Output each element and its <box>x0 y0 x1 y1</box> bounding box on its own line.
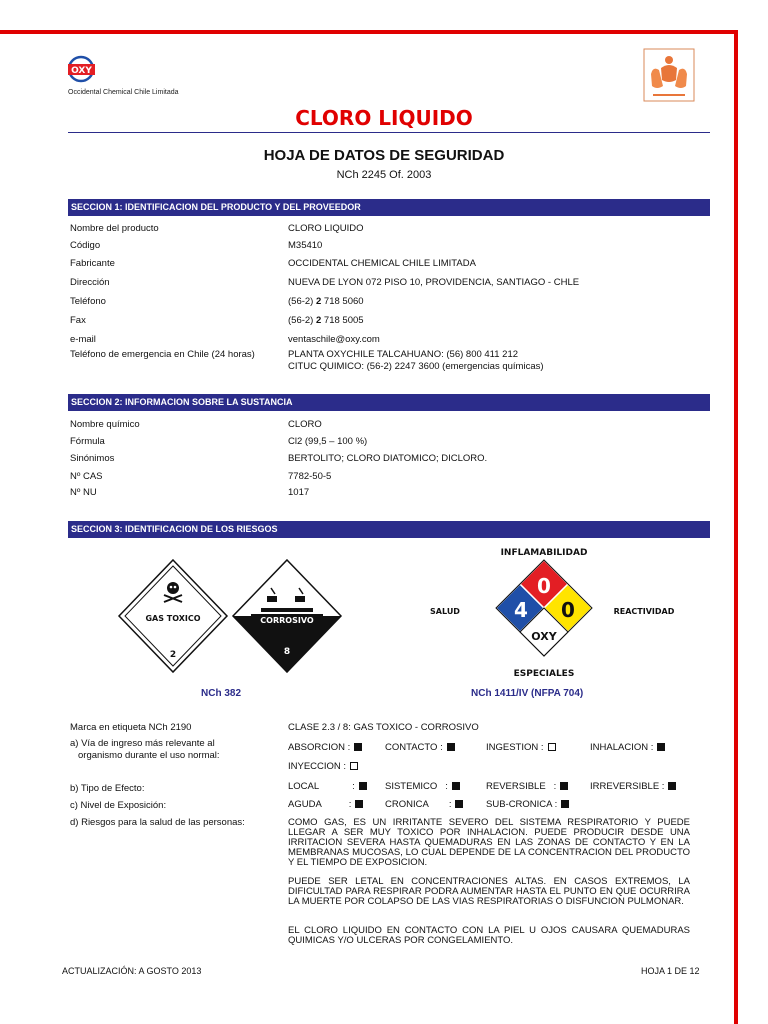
checkbox-empty-icon <box>548 743 556 751</box>
document-subtitle: HOJA DE DATOS DE SEGURIDAD <box>263 147 505 164</box>
via-item-inyeccion: INYECCION : <box>288 761 358 773</box>
s1-value: PLANTA OXYCHILE TALCAHUANO: (56) 800 411 212 CITUC QUIMICO: (56-2) 2247 3600 (emergencias químicas) <box>288 349 544 372</box>
s2-value: Cl2 (99,5 – 100 %) <box>288 436 368 447</box>
hazard-placards <box>117 558 347 678</box>
riesgos-paragraph-2: PUEDE SER LETAL EN CONCENTRACIONES ALTAS. EN CASOS EXTREMOS, LA DIFICULTAD PARA RESPIRAR PODRA AUMENTAR HASTA EL PUNTO EN QUE OCURRIRA LA MUERTE POR COLAPSO DE LAS VIAS RESPIRATORIAS O DISFUNCION PULMONAR. <box>288 876 690 907</box>
s1-value: NUEVA DE LYON 072 PISO 10, PROVIDENCIA, SANTIAGO - CHLE <box>288 277 580 288</box>
s1-value: (56-2) 2 718 5060 <box>288 296 364 307</box>
red-border-top <box>0 30 738 34</box>
hands-logo <box>643 48 695 102</box>
s1-label: Teléfono de emergencia en Chile (24 horas) <box>70 349 255 360</box>
efecto-item-irreversible: IRREVERSIBLE : <box>590 781 676 793</box>
section3-heading: SECCION 3: IDENTIFICACION DE LOS RIESGOS <box>68 521 710 538</box>
section1-heading: SECCION 1: IDENTIFICACION DEL PRODUCTO Y DEL PROVEEDOR <box>68 199 710 216</box>
checkbox-checked-icon <box>560 782 568 790</box>
via-item-inhalacion: INHALACION : <box>590 742 665 754</box>
s1-value: OCCIDENTAL CHEMICAL CHILE LIMITADA <box>288 258 476 269</box>
s2-label: Sinónimos <box>70 453 115 464</box>
corrosive-placard <box>233 560 341 672</box>
email-link[interactable]: ventaschile@oxy.com <box>288 334 380 345</box>
nch1411-label: NCh 1411/IV (NFPA 704) <box>471 688 584 699</box>
footer-updated: ACTUALIZACIÓN: A GOSTO 2013 <box>62 966 202 976</box>
exposicion-label: c) Nivel de Exposición: <box>70 800 167 811</box>
checkbox-checked-icon <box>657 743 665 751</box>
checkbox-checked-icon <box>668 782 676 790</box>
nch382-label: NCh 382 <box>201 688 242 699</box>
placard2-number: 8 <box>283 647 291 657</box>
section2-heading: SECCION 2: INFORMACION SOBRE LA SUSTANCIA <box>68 394 710 411</box>
via-item-contacto: CONTACTO : <box>385 742 455 754</box>
checkbox-checked-icon <box>452 782 460 790</box>
riesgos-paragraph-1: COMO GAS, ES UN IRRITANTE SEVERO DEL SISTEMA RESPIRATORIO Y PUEDE LLEGAR A SER MUY TOXICO POR INHALACION. PUEDE PRODUCIR DESDE UNA IRRITACION SEVERA HASTA QUEMADURAS EN LAS ZONAS DE CONTACTO Y EN LA MEMBRANAS MUCOSAS, LO CUAL DEPENDE DE LA CONCENTRACION DEL PRODUCTO Y EL TIEMPO DE EXPOSICION. <box>288 817 690 868</box>
placard2-text: CORROSIVO <box>260 616 314 625</box>
riesgos-label: d) Riesgos para la salud de las personas: <box>70 817 245 828</box>
checkbox-checked-icon <box>447 743 455 751</box>
nfpa-right-label: REACTIVIDAD <box>613 607 675 616</box>
nfpa-diamond <box>424 542 694 682</box>
s2-label: Nº CAS <box>70 471 103 482</box>
s1-value: CLORO LIQUIDO <box>288 223 364 234</box>
exposicion-item-cronica: CRONICA : <box>385 799 463 811</box>
via-options-row1 <box>288 742 698 754</box>
efecto-item-local: LOCAL : <box>288 781 367 793</box>
checkbox-checked-icon <box>354 743 362 751</box>
norm-reference: NCh 2245 Of. 2003 <box>336 169 432 181</box>
s2-value: 7782-50-5 <box>288 471 332 482</box>
nfpa-top-label: INFLAMABILIDAD <box>500 548 588 558</box>
hands-heart-icon <box>643 48 695 102</box>
s1-label: Fabricante <box>70 258 115 269</box>
document-title: CLORO LIQUIDO <box>295 106 473 130</box>
nfpa-left-label: SALUD <box>430 607 460 616</box>
via-item-ingestion: INGESTION : <box>486 742 556 754</box>
s1-value: (56-2) 2 718 5005 <box>288 315 364 326</box>
efecto-label: b) Tipo de Efecto: <box>70 783 145 794</box>
s1-value: M35410 <box>288 240 323 251</box>
s2-label: Nº NU <box>70 487 97 498</box>
footer-page-number: HOJA 1 DE 12 <box>641 966 700 976</box>
reactivity-rating: 0 <box>561 598 575 622</box>
exposicion-item-aguda: AGUDA : <box>288 799 363 811</box>
s2-label: Fórmula <box>70 436 105 447</box>
s1-label: Dirección <box>70 277 110 288</box>
efecto-options <box>288 781 698 793</box>
efecto-item-sistemico: SISTEMICO : <box>385 781 460 793</box>
placard1-number: 2 <box>169 650 177 660</box>
s1-label: Código <box>70 240 101 251</box>
checkbox-checked-icon <box>561 800 569 808</box>
special-rating: OXY <box>531 630 557 643</box>
s2-value: CLORO <box>288 419 322 430</box>
nfpa-bottom-label: ESPECIALES <box>513 669 575 679</box>
s2-value: BERTOLITO; CLORO DIATOMICO; DICLORO. <box>288 453 488 464</box>
checkbox-checked-icon <box>355 800 363 808</box>
marca-label: Marca en etiqueta NCh 2190 <box>70 722 192 733</box>
logo-caption: Occidental Chemical Chile Limitada <box>68 89 179 96</box>
checkbox-empty-icon <box>350 762 358 770</box>
s1-row-emergency <box>70 349 710 375</box>
title-rule <box>68 132 710 133</box>
marca-value: CLASE 2.3 / 8: GAS TOXICO - CORROSIVO <box>288 722 479 733</box>
via-item-absorcion: ABSORCION : <box>288 742 362 754</box>
placard1-text: GAS TOXICO <box>145 614 201 623</box>
riesgos-paragraph-3: EL CLORO LIQUIDO EN CONTACTO CON LA PIEL U OJOS CAUSARA QUEMADURAS QUIMICAS Y/O ULCERAS POR CONGELAMIENTO. <box>288 925 690 946</box>
oxy-logo-icon <box>68 50 128 88</box>
flammability-rating: 0 <box>537 574 551 598</box>
s1-label: Fax <box>70 315 86 326</box>
s1-label: e-mail <box>70 334 96 345</box>
s2-label: Nombre químico <box>70 419 140 430</box>
s1-label: Teléfono <box>70 296 106 307</box>
exposicion-item-subcronica: SUB-CRONICA : <box>486 799 569 811</box>
efecto-item-reversible: REVERSIBLE : <box>486 781 568 793</box>
via-label: a) Vía de ingreso más relevante al organismo durante el uso normal: <box>70 738 220 761</box>
exposicion-options <box>288 799 698 811</box>
checkbox-checked-icon <box>455 800 463 808</box>
checkbox-checked-icon <box>359 782 367 790</box>
health-rating: 4 <box>514 598 528 622</box>
logo-word: OXY <box>71 66 92 76</box>
s2-value: 1017 <box>288 487 310 498</box>
s1-label: Nombre del producto <box>70 223 159 234</box>
toxic-gas-placard <box>119 560 227 672</box>
oxy-logo <box>68 50 228 100</box>
